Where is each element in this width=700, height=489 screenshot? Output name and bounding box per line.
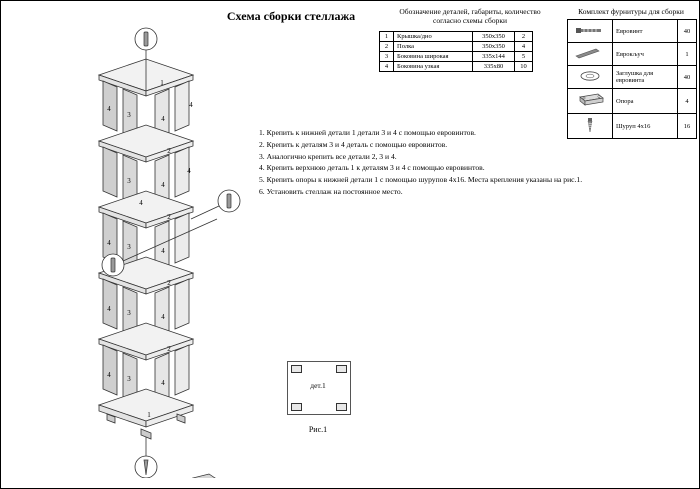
part-label-2: 2 — [167, 279, 171, 287]
part-label-3: 3 — [127, 243, 131, 251]
parts-table-heading-line1: Обозначение деталей, габариты, количество — [399, 7, 541, 16]
part-dimensions: 335х80 — [473, 62, 515, 72]
support-mount-point — [291, 365, 302, 373]
fitting-name: Еврокључ — [613, 43, 678, 66]
part-dimensions: 335х144 — [473, 52, 515, 62]
part-label-2: 2 — [167, 213, 171, 221]
part-dimensions: 350х350 — [473, 32, 515, 42]
table-row — [380, 42, 533, 52]
part-quantity: 2 — [515, 32, 533, 42]
table-row — [380, 52, 533, 62]
fitting-name: Евровинт — [613, 20, 678, 43]
table-row — [568, 20, 697, 43]
part-label-4: 4 — [161, 313, 165, 321]
part-dimensions: 350х350 — [473, 42, 515, 52]
fitting-quantity: 1 — [678, 43, 697, 66]
part-number: 1 — [380, 32, 394, 42]
support-mount-point — [336, 403, 347, 411]
fitting-name: Опора — [613, 89, 678, 114]
cap-icon — [111, 258, 115, 272]
instruction-step: 1. Крепить к нижней детали 1 детали 3 и 4 с помощью евровинтов. — [259, 128, 476, 137]
part-label-2: 2 — [167, 345, 171, 353]
parts-table — [379, 31, 533, 72]
eurobolt-icon — [144, 32, 148, 46]
fitting-name: Заглушка для евровинта — [613, 66, 678, 89]
fitting-quantity: 40 — [678, 20, 697, 43]
part-name: Боковина узкая — [394, 62, 473, 72]
table-row — [568, 66, 697, 89]
part-name: Полка — [394, 42, 473, 52]
part-label-3: 3 — [127, 111, 131, 119]
parts-table-heading-line2: согласно схемы сборки — [433, 16, 507, 26]
part-label-3: 3 — [127, 375, 131, 383]
part-number: 4 — [380, 62, 394, 72]
table-row — [568, 43, 697, 66]
part-number: 3 — [380, 52, 394, 62]
support-icon — [568, 89, 613, 114]
part-label-3: 3 — [127, 177, 131, 185]
fitting-quantity: 40 — [678, 66, 697, 89]
cap-icon — [568, 66, 613, 89]
instruction-step: 2. Крепить к деталям 3 и 4 деталь с помощью евровинтов. — [259, 139, 448, 149]
support-mount-point — [291, 403, 302, 411]
table-row — [380, 32, 533, 42]
fittings-table-heading: Комплект фурнитуры для сборки — [578, 7, 684, 16]
part-quantity: 5 — [515, 52, 533, 62]
shelf-assembly-drawing — [41, 23, 271, 478]
table-row — [568, 89, 697, 114]
fittings-table — [567, 19, 697, 139]
part-label-4: 4 — [139, 199, 143, 207]
part-label-4: 4 — [161, 181, 165, 189]
part-label-4: 4 — [187, 167, 191, 175]
part-label-4: 4 — [107, 371, 111, 379]
eurobolt-icon — [568, 20, 613, 43]
part-label-4: 4 — [161, 247, 165, 255]
fitting-quantity: 16 — [678, 114, 697, 139]
figure-1-part-label: дет.1 — [310, 381, 326, 390]
part-label-2: 2 — [167, 147, 171, 155]
part-label-4: 4 — [161, 115, 165, 123]
part-name: Крышка/дно — [394, 32, 473, 42]
part-number: 2 — [380, 42, 394, 52]
part-label-1: 1 — [160, 79, 164, 87]
figure-1-caption: Рис.1 — [308, 425, 328, 434]
part-label-4: 4 — [189, 101, 193, 109]
part-label-4: 4 — [161, 379, 165, 387]
instruction-step: 3. Аналогично крепить все детали 2, 3 и 4. — [259, 151, 397, 161]
part-quantity: 4 — [515, 42, 533, 52]
instruction-step: 5. Крепить опоры к нижней детали 1 с помощью шурупов 4х16. Места крепления указаны на рис.1. — [259, 175, 583, 185]
part-label-3: 3 — [127, 309, 131, 317]
page-title: Схема сборки стеллажа — [226, 9, 356, 23]
part-name: Боковина широкая — [394, 52, 473, 62]
eurobolt-icon — [227, 194, 231, 208]
part-label-4: 4 — [107, 305, 111, 313]
instruction-step: 6. Установить стеллаж на постоянное место. — [259, 186, 403, 196]
fitting-name: Шуруп 4х16 — [613, 114, 678, 139]
instruction-step: 4. Крепить верхнюю деталь 1 к деталям 3 и 4 с помощью евровинтов. — [259, 163, 485, 173]
part-label-4: 4 — [107, 105, 111, 113]
parts-table-heading — [379, 7, 561, 26]
support-icon — [193, 474, 215, 478]
assembly-instructions — [259, 127, 689, 198]
table-row — [380, 62, 533, 72]
part-label-4: 4 — [107, 239, 111, 247]
part-label-1: 1 — [147, 411, 151, 419]
fitting-quantity: 4 — [678, 89, 697, 114]
eurokey-icon — [568, 43, 613, 66]
part-quantity: 10 — [515, 62, 533, 72]
support-mount-point — [336, 365, 347, 373]
